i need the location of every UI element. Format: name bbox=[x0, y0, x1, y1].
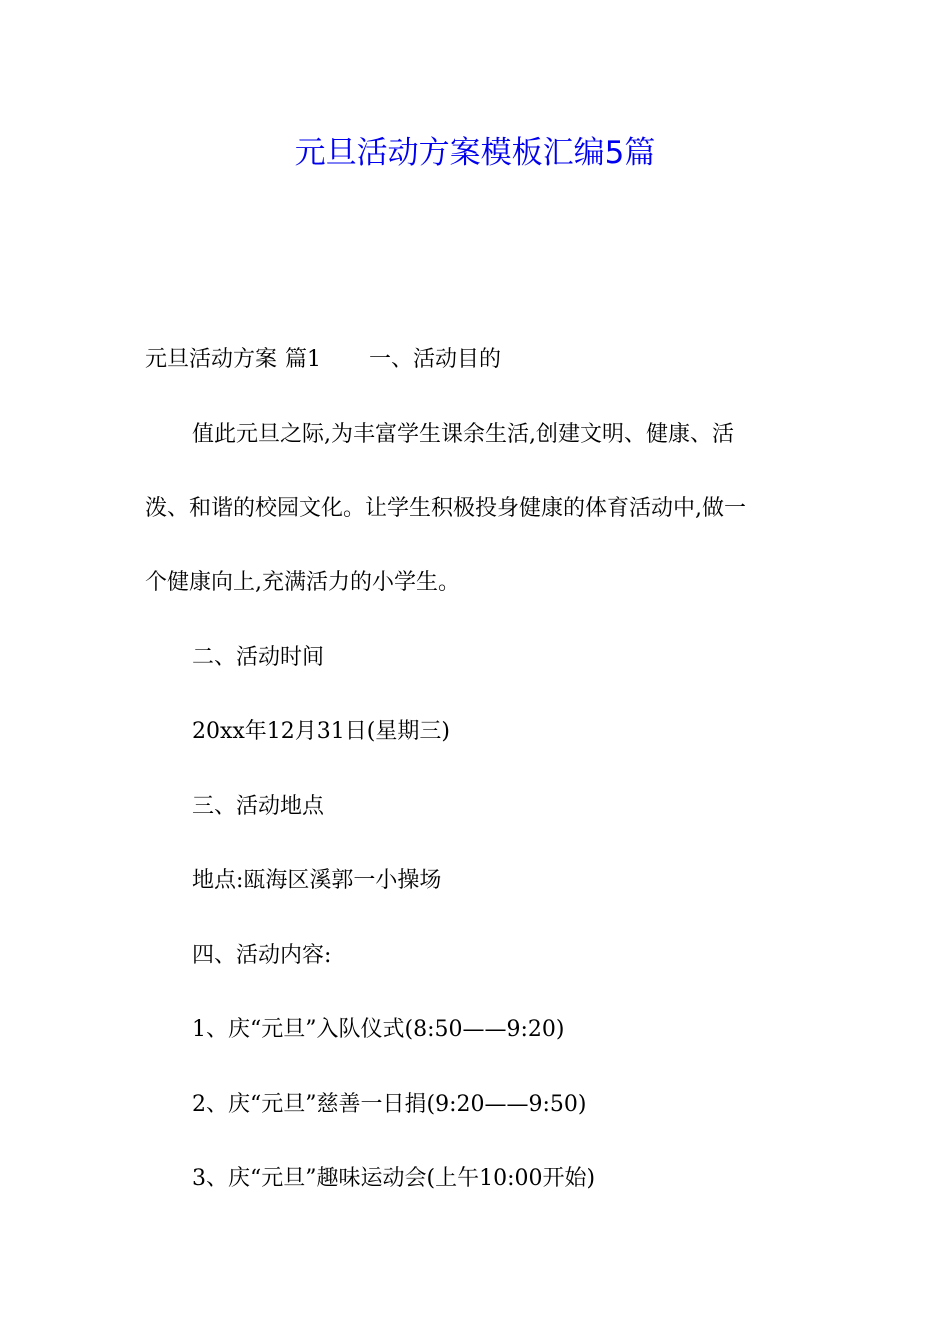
location-value: 地点:瓯海区溪郭一小操场 bbox=[192, 868, 442, 893]
paragraph-line: 值此元旦之际,为丰富学生课余生活,创建文明、健康、活 bbox=[192, 422, 734, 447]
location-heading: 三、活动地点 bbox=[192, 794, 325, 819]
content-heading: 四、活动内容: bbox=[192, 943, 332, 968]
section-heading: 元旦活动方案 bbox=[145, 347, 278, 372]
section-number: 篇1 bbox=[285, 347, 322, 372]
paragraph-line: 泼、和谐的校园文化。让学生积极投身健康的体育活动中,做一 bbox=[145, 496, 746, 521]
content-item: 3、庆“元旦”趣味运动会(上午10:00开始) bbox=[192, 1166, 596, 1191]
paragraph-line: 个健康向上,充满活力的小学生。 bbox=[145, 570, 460, 595]
content-item: 2、庆“元旦”慈善一日捐(9:20——9:50) bbox=[192, 1092, 587, 1117]
time-value: 20xx年12月31日(星期三) bbox=[192, 719, 450, 744]
content-item: 1、庆“元旦”入队仪式(8:50——9:20) bbox=[192, 1017, 565, 1042]
section-header-line bbox=[145, 345, 815, 375]
purpose-heading: 一、活动目的 bbox=[369, 347, 502, 372]
time-heading: 二、活动时间 bbox=[192, 645, 325, 670]
document-title: 元旦活动方案模板汇编5篇 bbox=[294, 135, 656, 171]
